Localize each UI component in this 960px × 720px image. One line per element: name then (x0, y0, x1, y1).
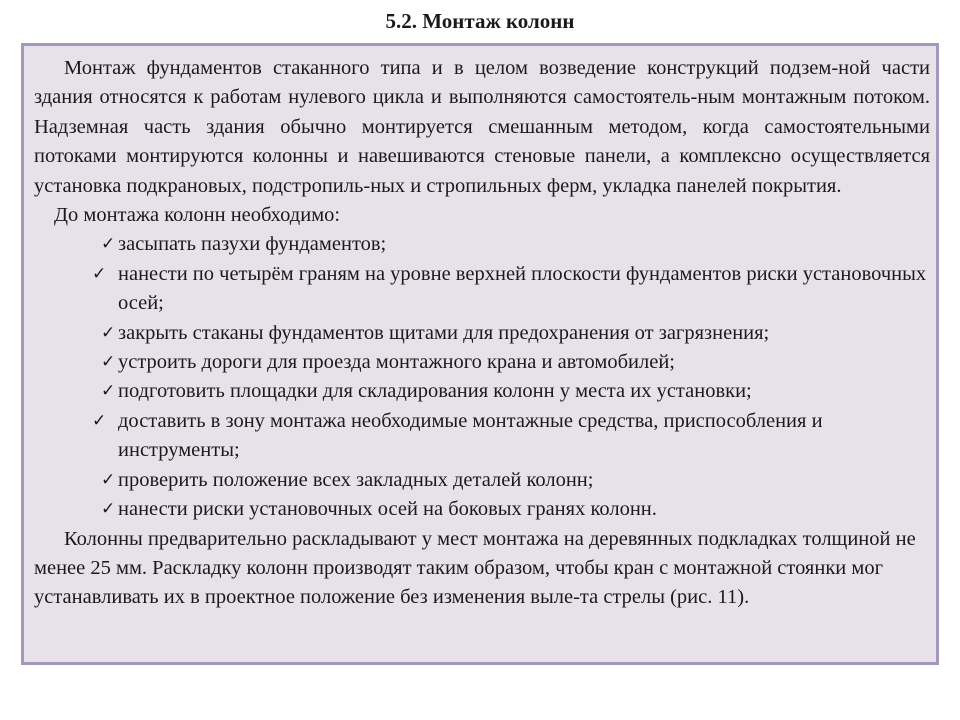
checkmark-icon: ✓ (92, 263, 107, 284)
list-item-text: подготовить площадки для складирования колонн у места их установки; (118, 380, 752, 403)
content-panel (21, 43, 939, 665)
checkmark-icon: ✓ (101, 381, 116, 402)
list-item-text: нанести по четырём граням на уровне верхней плоскости фундаментов риски установочных осей; (118, 262, 927, 315)
list-item (34, 348, 930, 377)
list-item (34, 495, 930, 524)
checkmark-icon: ✓ (92, 410, 107, 431)
list-item-text: засыпать пазухи фундаментов; (118, 233, 387, 256)
checkmark-icon: ✓ (101, 499, 116, 520)
list-item (34, 230, 930, 259)
content-body (34, 54, 930, 613)
list-item-text: доставить в зону монтажа необходимые монтажные средства, приспособления и инструменты; (118, 409, 823, 462)
list-item (34, 260, 930, 319)
checkmark-icon: ✓ (101, 234, 116, 255)
paragraph-closing: Колонны предварительно раскладывают у мест монтажа на деревянных подкладках толщиной не менее 25 мм. Раскладку колонн производят таким образом, чтобы кран с монтажной стоянки мог устанавливать их в проектное положение без изменения выле-та стрелы (рис. 11). (34, 527, 916, 609)
list-item (34, 377, 930, 406)
list-item-text: нанести риски установочных осей на боковых гранях колонн. (118, 498, 657, 521)
list-intro: До монтажа колонн необходимо: (54, 204, 341, 227)
paragraph-intro: Монтаж фундаментов стаканного типа и в целом возведение конструкций подзем-ной части здания относятся к работам нулевого цикла и выполняются самостоятель-ным монтажным потоком. Надземная часть здания обычно монтируется смешанным методом, когда самостоятельными потоками монтируются колонны и навешиваются стеновые панели, а комплексно осуществляется установка подкрановых, подстропиль-ных и стропильных ферм, укладка панелей покрытия. (34, 57, 930, 197)
list-item-text: закрыть стаканы фундаментов щитами для предохранения от загрязнения; (118, 321, 770, 344)
checkmark-icon: ✓ (101, 352, 116, 373)
list-item (34, 407, 930, 466)
list-item-text: устроить дороги для проезда монтажного крана и автомобилей; (118, 351, 676, 374)
checkmark-icon: ✓ (101, 469, 116, 490)
list-item (34, 319, 930, 348)
checkmark-icon: ✓ (101, 322, 116, 343)
page-title: 5.2. Монтаж колонн (385, 9, 575, 33)
list-item-text: проверить положение всех закладных деталей колонн; (118, 468, 594, 491)
list-item (34, 466, 930, 495)
requirements-list (34, 230, 930, 524)
